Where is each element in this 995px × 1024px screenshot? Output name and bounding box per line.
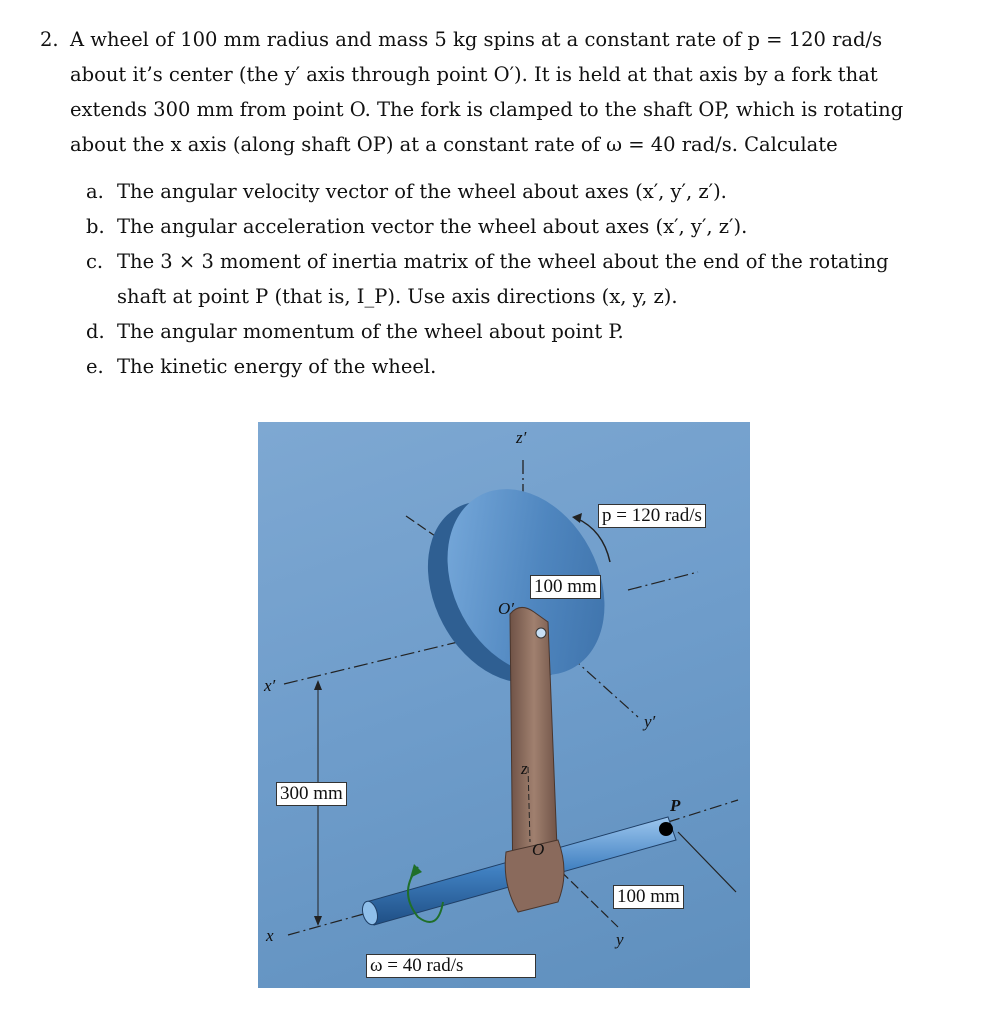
label-wheel-radius: 100 mm — [530, 575, 601, 599]
problem-line-2: about it’s center (the y′ axis through point O′). It is held at that axis by a fork that — [70, 63, 878, 86]
part-c-continuation: shaft at point P (that is, I_P). Use axis directions (x, y, z). — [117, 285, 678, 308]
fork-pin — [536, 628, 546, 638]
label-y: y — [616, 930, 624, 949]
omega-arrow-head — [410, 864, 422, 878]
problem-statement — [40, 22, 950, 162]
label-o-prime: O′ — [498, 599, 514, 618]
problem-line-1: 2. A wheel of 100 mm radius and mass 5 kg spins at a constant rate of p = 120 rad/s — [40, 22, 950, 57]
problem-line-4: about the x axis (along shaft OP) at a constant rate of ω = 40 rad/s. Calculate — [70, 133, 838, 156]
label-omega-rate: ω = 40 rad/s — [366, 954, 536, 978]
label-p: P — [670, 796, 681, 815]
label-z-prime: z′ — [516, 428, 527, 447]
problem-number: 2. — [40, 28, 59, 51]
wheel-axis-ext — [628, 572, 698, 590]
dim-300-arrow-bottom — [314, 916, 322, 926]
p-arrow-head — [572, 513, 582, 523]
part-c: c. The 3 × 3 moment of inertia matrix of the wheel about the end of the rotating — [86, 250, 889, 273]
label-fork-length: 300 mm — [276, 782, 347, 806]
question-parts — [86, 174, 946, 384]
problem-line-3: extends 300 mm from point O. The fork is clamped to the shaft OP, which is rotating — [70, 98, 904, 121]
part-b: b. The angular acceleration vector the wheel about axes (x′, y′, z′). — [86, 215, 748, 238]
label-z: z — [521, 759, 528, 778]
dim-300-arrow-top — [314, 680, 322, 690]
wheel-fork-figure — [258, 422, 750, 988]
label-p-rate: p = 120 rad/s — [598, 504, 706, 528]
label-y-prime: y′ — [644, 712, 656, 731]
point-p — [659, 822, 673, 836]
p-diagonal — [678, 832, 736, 892]
label-shaft-offset: 100 mm — [613, 885, 684, 909]
part-a: a. The angular velocity vector of the wheel about axes (x′, y′, z′). — [86, 180, 727, 203]
part-d: d. The angular momentum of the wheel about point P. — [86, 320, 624, 343]
label-o: O — [532, 840, 545, 859]
x-prime-axis — [284, 642, 458, 684]
part-e: e. The kinetic energy of the wheel. — [86, 355, 437, 378]
label-x-prime: x′ — [264, 676, 276, 695]
label-x: x — [266, 926, 274, 945]
